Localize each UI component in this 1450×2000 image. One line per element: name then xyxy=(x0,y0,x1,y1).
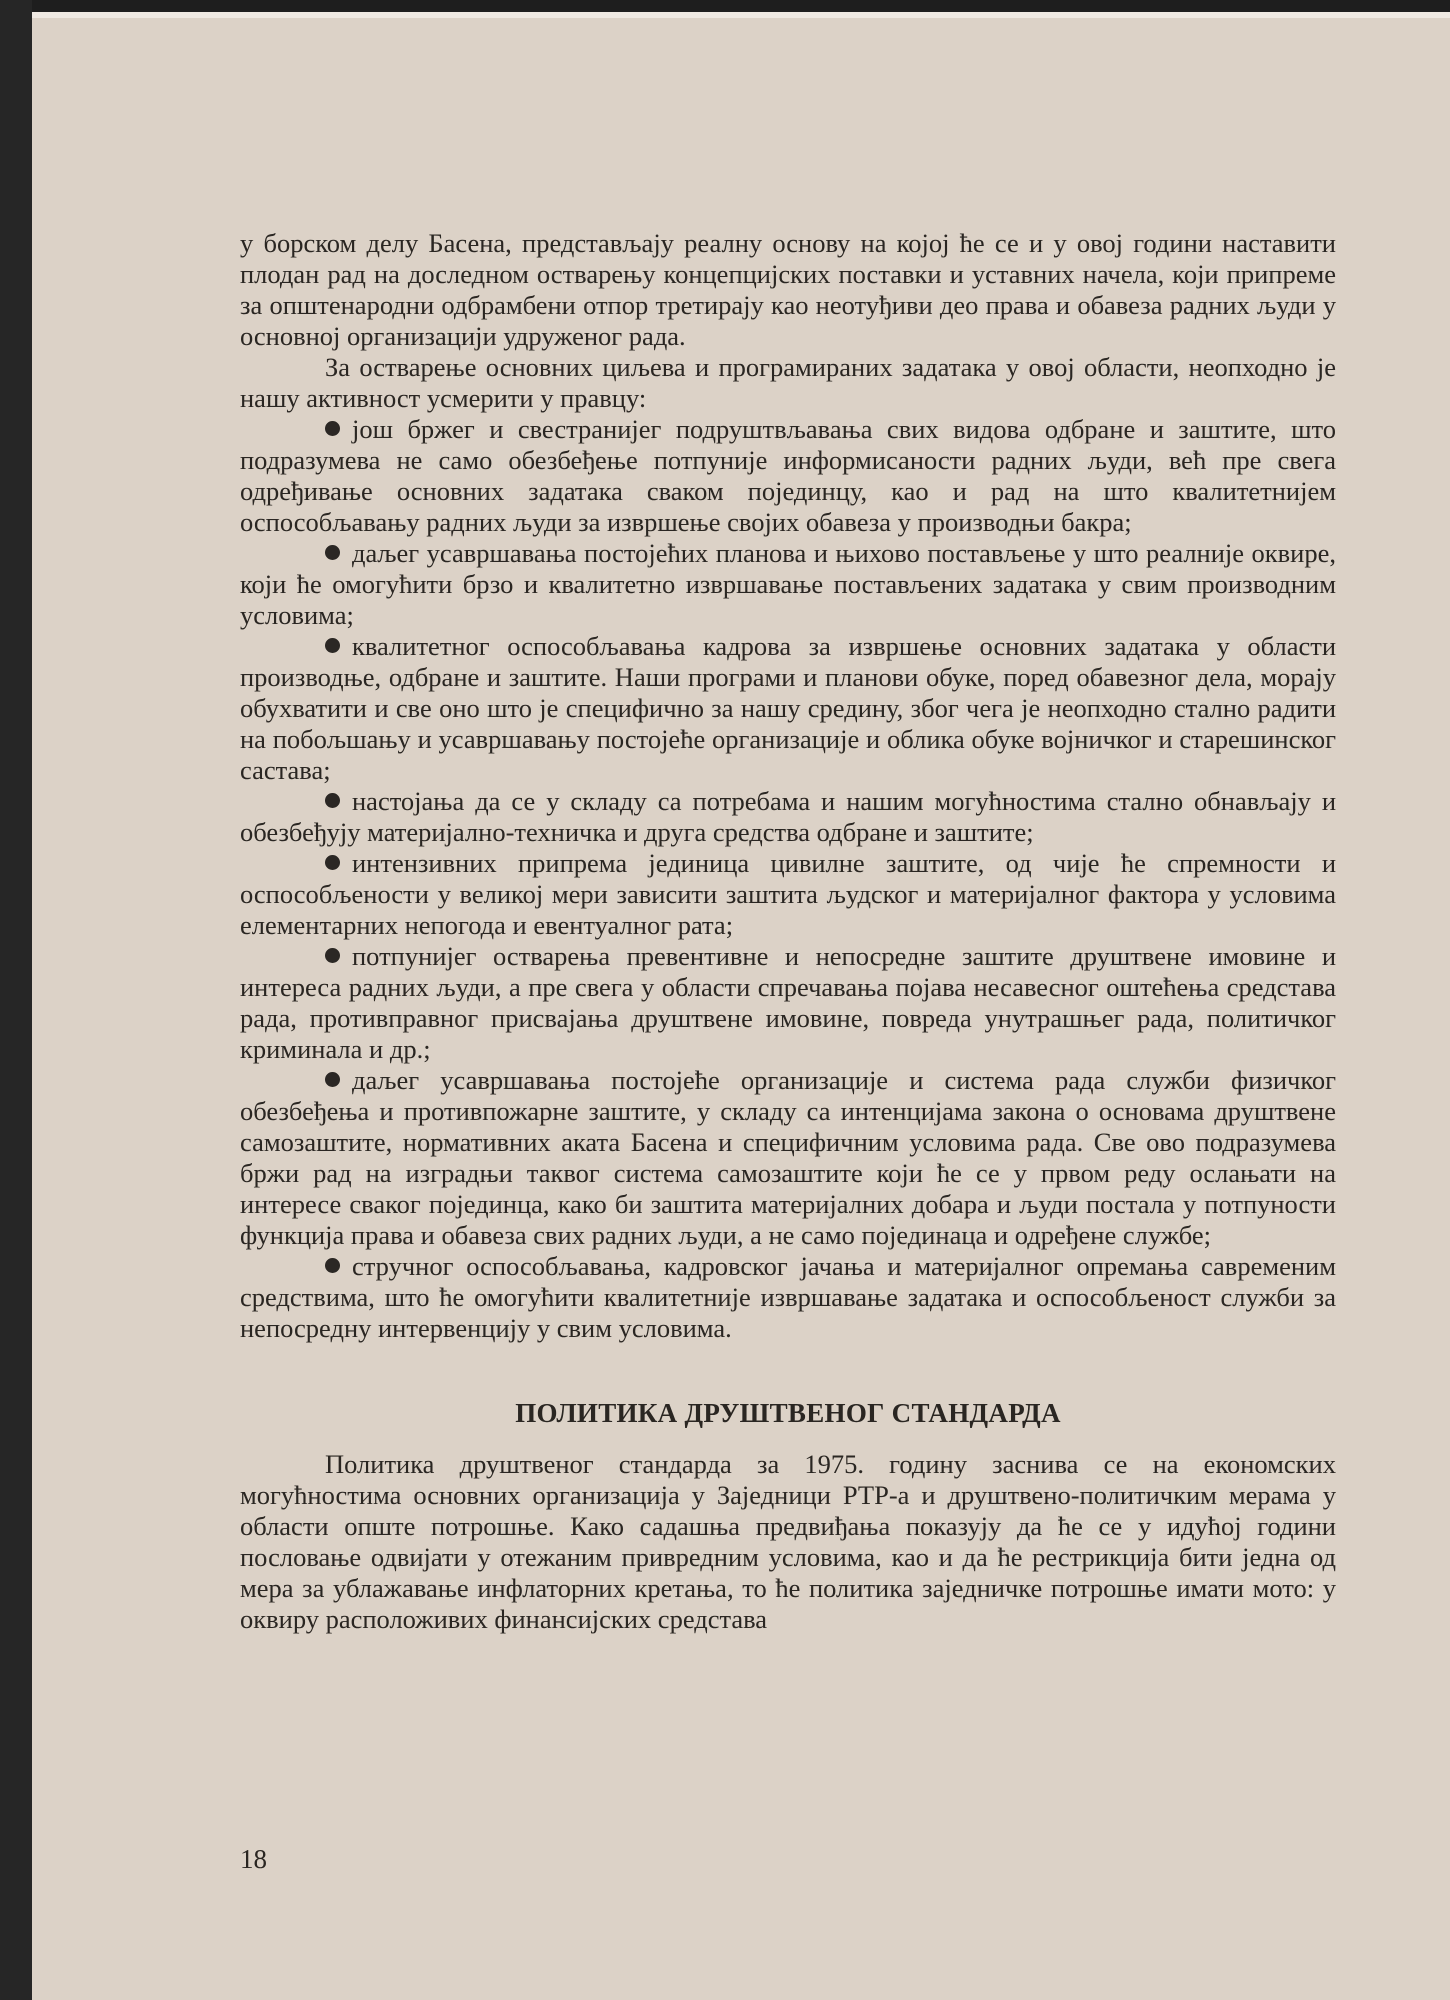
page-content xyxy=(240,228,1336,1635)
paragraph-intro: у борском делу Басена, представљају реалну основу на којој ће се и у овој години наставити плодан рад на доследном остварењу концепцијских поставки и уставних начела, који припреме за општенародни одбрамбени отпор третирају као неотуђиви део права и обавеза радних људи у основној организацији удруженог рада. xyxy=(240,228,1336,351)
bullet-item xyxy=(240,1251,1336,1344)
bullet-text: интензивних припрема јединица цивилне заштите, од чије ће спремности и оспособљености у великој мери зависити заштита људског и материјалног фактора у условима елементарних непогода и евентуалног рата; xyxy=(240,848,1336,940)
bullet-icon xyxy=(325,545,340,560)
bullet-icon xyxy=(325,1072,340,1087)
bullet-item xyxy=(240,1065,1336,1251)
page-edge xyxy=(32,12,1450,18)
bullet-item xyxy=(240,786,1336,848)
bullet-text: даљег усавршавања постојеће организације и система рада служби физичког обезбеђења и противпожарне заштите, у складу са интенцијама закона о основама друштвене самозаштите, нормативних аката Басена и специфичним условима рада. Све ово подразумева бржи рад на изградњи таквог система самозаштите који ће се у првом реду ослањати на интересе сваког појединца, како би заштита материјалних добара и људи постала у потпуности функција права и обавеза свих радних људи, а не само појединаца и одређене службе; xyxy=(240,1065,1336,1250)
bullet-text: стручног оспособљавања, кадровског јачања и материјалног опремања савременим средствима, што ће омогућити квалитетније извршавање задатака и оспособљеност служби за непосредну интервенцију у свим условима. xyxy=(240,1251,1336,1343)
bullet-text: настојања да се у складу са потребама и нашим могућностима стално обнављају и обезбеђују материјално-техничка и друга средства одбране и заштите; xyxy=(240,786,1336,847)
bullet-text: потпунијег остварења превентивне и непосредне заштите друштвене имовине и интереса радних људи, а пре свега у области спречавања појава несавесног оштећења средстава рада, противправног присвајања друштвене имовине, повреда унутрашњег рада, политичког криминала и др.; xyxy=(240,941,1336,1064)
page-number: 18 xyxy=(240,1844,267,1874)
bullet-icon xyxy=(325,638,340,653)
bullet-icon xyxy=(325,855,340,870)
section-heading: ПОЛИТИКА ДРУШТВЕНОГ СТАНДАРДА xyxy=(515,1398,1061,1428)
paragraph-section: Политика друштвеног стандарда за 1975. годину заснива се на економских могућностима основних организација у Заједници РТР-а и друштвено-политичким мерама у области опште потрошње. Како садашња предвиђања показују да ће се у идућој години пословање одвијати у отежаним привредним условима, као и да ће рестрикција бити једна од мера за ублажавање инфлаторних кретања, то ће политика заједничке потрошње имати мото: у оквиру расположивих финансијских средстава xyxy=(240,1449,1336,1634)
bullet-item xyxy=(240,538,1336,631)
paragraph-goals: За остварење основних циљева и програмираних задатака у овој области, неопходно је нашу активност усмерити у правцу: xyxy=(240,352,1336,413)
bullet-icon xyxy=(325,793,340,808)
scan-border-left xyxy=(0,0,32,2000)
bullet-item xyxy=(240,414,1336,538)
bullet-icon xyxy=(325,1258,340,1273)
bullet-icon xyxy=(325,421,340,436)
bullet-item xyxy=(240,941,1336,1065)
bullet-text: даљег усавршавања постојећих планова и њихово постављење у што реалније оквире, који ће омогућити брзо и квалитетно извршавање постављених задатака у свим производним условима; xyxy=(240,538,1336,630)
bullet-text: квалитетног оспособљавања кадрова за извршење основних задатака у области производње, одбране и заштите. Наши програми и планови обуке, поред обавезног дела, морају обухватити и све оно што је специфично за нашу средину, због чега је неопходно стално радити на побољшању и усавршавању постојеће организације и облика обуке војничког и старешинског састава; xyxy=(240,631,1336,785)
bullet-text: још бржег и свестранијег подруштвљавања свих видова одбране и заштите, што подразумева не само обезбеђење потпуније информисаности радних људи, већ пре свега одређивање основних задатака сваком појединцу, као и рад на што квалитетнијем оспособљавању радних људи за извршење својих обавеза у производњи бакра; xyxy=(240,414,1336,537)
bullet-item xyxy=(240,848,1336,941)
bullet-item xyxy=(240,631,1336,786)
bullet-icon xyxy=(325,948,340,963)
